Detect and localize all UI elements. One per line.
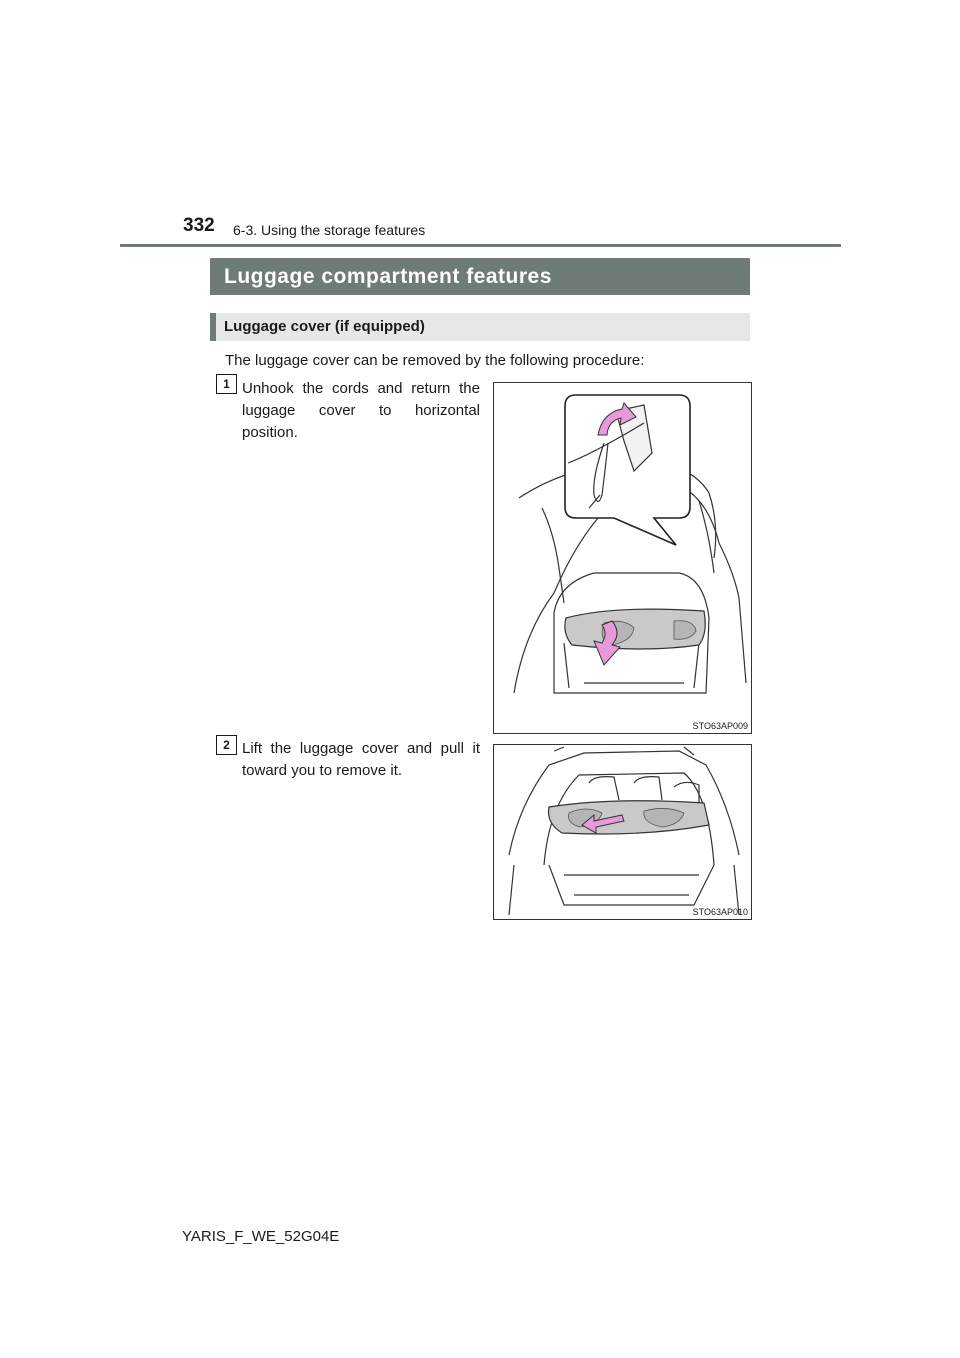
car-trunk-illustration-2 <box>494 745 751 919</box>
footer-document-code: YARIS_F_WE_52G04E <box>182 1228 340 1245</box>
subsection-title-bar <box>210 313 750 341</box>
intro-text: The luggage cover can be removed by the following procedure: <box>225 352 645 369</box>
page-number: 332 <box>183 215 215 236</box>
section-title: Luggage compartment features <box>224 265 552 288</box>
figure-2-code: STO63AP010 <box>692 907 748 917</box>
section-title-bar <box>210 258 750 295</box>
figure-unhook-cords <box>493 382 752 734</box>
figure-remove-cover <box>493 744 752 920</box>
step-1-badge: 1 <box>216 374 237 394</box>
step-2-badge: 2 <box>216 735 237 755</box>
subsection-title: Luggage cover (if equipped) <box>224 318 425 335</box>
step-1-text: Unhook the cords and return the luggage cover to horizontal position. <box>242 380 480 441</box>
step-2-text: Lift the luggage cover and pull it toward you to remove it. <box>242 740 480 779</box>
car-trunk-illustration-1 <box>494 383 751 733</box>
figure-1-code: STO63AP009 <box>692 721 748 731</box>
breadcrumb: 6-3. Using the storage features <box>233 222 426 238</box>
header-rule <box>120 244 841 247</box>
subsection-accent <box>210 313 216 341</box>
